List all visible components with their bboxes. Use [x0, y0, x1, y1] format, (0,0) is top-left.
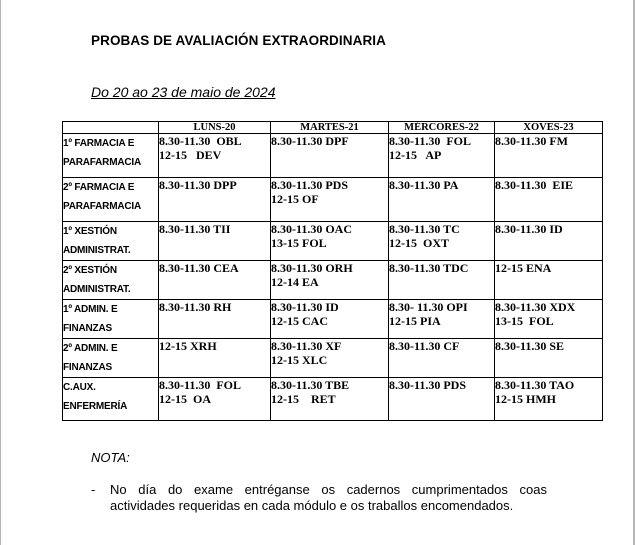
- exam-slot: 12-15 XRH: [159, 339, 217, 353]
- exam-cell: [159, 300, 271, 339]
- course-cell: [63, 300, 159, 339]
- exam-cell: [389, 339, 495, 378]
- document-title: PROBAS DE AVALIACIÓN EXTRAORDINARIA: [91, 33, 387, 48]
- course-line: ADMINISTRAT.: [63, 284, 131, 295]
- exam-slot: 8.30-11.30 PDS: [389, 378, 467, 392]
- exam-cell: [495, 222, 603, 261]
- course-line: C.AUX.: [63, 382, 96, 393]
- exam-slot: 12-15 OF: [271, 192, 319, 206]
- exam-slot: 12-15 OXT: [389, 236, 449, 250]
- exam-slot: 8.30-11.30 RH: [159, 300, 232, 314]
- exam-slot: 8.30-11.30 CEA: [159, 261, 239, 275]
- exam-slot: [495, 192, 602, 206]
- exam-slot: 8.30-11.30 ID: [495, 222, 563, 236]
- exam-cell: [389, 300, 495, 339]
- header-mercores: MÉRCORES-22: [389, 122, 495, 134]
- course-line: FINANZAS: [63, 323, 112, 334]
- exam-slot: 12-15 AP: [389, 148, 442, 162]
- exam-slot: 8.30-11.30 DPF: [271, 134, 349, 148]
- exam-slot: 8.30-11.30 CF: [389, 339, 460, 353]
- exam-slot: [159, 236, 270, 250]
- exam-cell: [495, 178, 603, 222]
- exam-slot: 8.30- 11.30 OPI: [389, 300, 468, 314]
- course-line: 1º ADMIN. E: [63, 304, 118, 315]
- note-label: NOTA:: [91, 450, 130, 465]
- exam-cell: [271, 222, 389, 261]
- exam-slot: [495, 148, 602, 162]
- exam-slot: 8.30-11.30 EIE: [495, 178, 574, 192]
- course-line: PARAFARMACIA: [63, 201, 141, 212]
- exam-slot: 8.30-11.30 TBE: [271, 378, 350, 392]
- table-row: [63, 378, 603, 421]
- exam-slot: 8.30-11.30 TC: [389, 222, 460, 236]
- exam-cell: [495, 134, 603, 178]
- exam-slot: [389, 353, 494, 367]
- exam-cell: [159, 178, 271, 222]
- exam-slot: 8.30-11.30 DPP: [159, 178, 237, 192]
- exam-slot: 8.30-11.30 XDX: [495, 300, 576, 314]
- exam-slot: 13-15 FOL: [495, 314, 554, 328]
- exam-cell: [159, 378, 271, 421]
- course-line: FINANZAS: [63, 362, 112, 373]
- course-cell: [63, 378, 159, 421]
- note-text: No día do exame entréganse os cadernos cumprimentados coas actividades requeridas en cada módulo e os traballos encomendados.: [110, 482, 547, 513]
- exam-slot: 8.30-11.30 TDC: [389, 261, 469, 275]
- exam-cell: [159, 261, 271, 300]
- exam-slot: [159, 314, 270, 328]
- course-line: 1º FARMACIA E: [63, 138, 135, 149]
- exam-slot: [495, 236, 602, 250]
- course-cell: [63, 222, 159, 261]
- exam-slot: 12-15 CAC: [271, 314, 328, 328]
- exam-slot: [389, 275, 494, 289]
- exam-slot: [271, 148, 388, 162]
- exam-slot: 8.30-11.30 ID: [271, 300, 339, 314]
- exam-slot: [159, 275, 270, 289]
- exam-slot: 8.30-11.30 TAO: [495, 378, 575, 392]
- exam-slot: 12-15 OA: [159, 392, 211, 406]
- exam-slot: [159, 192, 270, 206]
- exam-cell: [159, 134, 271, 178]
- exam-slot: 12-14 EA: [271, 275, 319, 289]
- header-corner: [63, 122, 159, 134]
- exam-cell: [271, 178, 389, 222]
- exam-cell: [271, 339, 389, 378]
- table-header-row: [63, 122, 603, 134]
- exam-cell: [271, 300, 389, 339]
- table-row: [63, 300, 603, 339]
- exam-cell: [389, 222, 495, 261]
- exam-slot: 8.30-11.30 PA: [389, 178, 459, 192]
- exam-slot: 8.30-11.30 PDS: [271, 178, 349, 192]
- exam-slot: 8.30-11.30 OAC: [271, 222, 352, 236]
- table-row: [63, 261, 603, 300]
- note-dash: -: [91, 482, 96, 497]
- course-cell: [63, 339, 159, 378]
- exam-slot: 12-15 HMH: [495, 392, 556, 406]
- table-row: [63, 339, 603, 378]
- course-line: ADMINISTRAT.: [63, 245, 131, 256]
- exam-cell: [271, 261, 389, 300]
- exam-cell: [159, 339, 271, 378]
- exam-slot: 8.30-11.30 XF: [271, 339, 342, 353]
- exam-slot: 8.30-11.30 FOL: [389, 134, 472, 148]
- exam-cell: [271, 134, 389, 178]
- exam-slot: 8.30-11.30 SE: [495, 339, 565, 353]
- exam-cell: [389, 134, 495, 178]
- exam-slot: [495, 275, 602, 289]
- exam-slot: [159, 353, 270, 367]
- exam-slot: 12-15 DEV: [159, 148, 222, 162]
- course-cell: [63, 178, 159, 222]
- page-edge: [0, 0, 1, 545]
- exam-slot: 8.30-11.30 ORH: [271, 261, 353, 275]
- header-luns: LUNS-20: [159, 122, 271, 134]
- course-line: 2º ADMIN. E: [63, 343, 118, 354]
- exam-cell: [389, 378, 495, 421]
- date-range: Do 20 ao 23 de maio de 2024: [91, 84, 276, 100]
- note-item: [91, 482, 547, 514]
- table-row: [63, 222, 603, 261]
- exam-slot: 12-15 PIA: [389, 314, 441, 328]
- exam-slot: 8.30-11.30 FM: [495, 134, 568, 148]
- course-line: 1º XESTIÓN: [63, 226, 117, 237]
- exam-cell: [389, 261, 495, 300]
- exam-slot: [495, 353, 602, 367]
- exam-slot: 8.30-11.30 FOL: [159, 378, 242, 392]
- table-row: [63, 134, 603, 178]
- course-line: ENFERMERÍA: [63, 401, 128, 412]
- course-line: 2º XESTIÓN: [63, 265, 117, 276]
- exam-slot: [389, 192, 494, 206]
- exam-slot: [389, 392, 494, 406]
- course-cell: [63, 134, 159, 178]
- exam-cell: [495, 339, 603, 378]
- exam-slot: 13-15 FOL: [271, 236, 327, 250]
- exam-cell: [159, 222, 271, 261]
- exam-slot: 12-15 XLC: [271, 353, 328, 367]
- course-line: 2º FARMACIA E: [63, 182, 135, 193]
- exam-cell: [495, 300, 603, 339]
- exam-cell: [271, 378, 389, 421]
- exam-schedule-table: [62, 121, 603, 421]
- exam-slot: 8.30-11.30 OBL: [159, 134, 242, 148]
- header-martes: MARTES-21: [271, 122, 389, 134]
- exam-cell: [495, 261, 603, 300]
- exam-slot: 8.30-11.30 TII: [159, 222, 231, 236]
- course-cell: [63, 261, 159, 300]
- exam-cell: [389, 178, 495, 222]
- table-row: [63, 178, 603, 222]
- exam-slot: 12-15 RET: [271, 392, 336, 406]
- exam-cell: [495, 378, 603, 421]
- exam-slot: 12-15 ENA: [495, 261, 552, 275]
- header-xoves: XOVES-23: [495, 122, 603, 134]
- course-line: PARAFARMACIA: [63, 157, 141, 168]
